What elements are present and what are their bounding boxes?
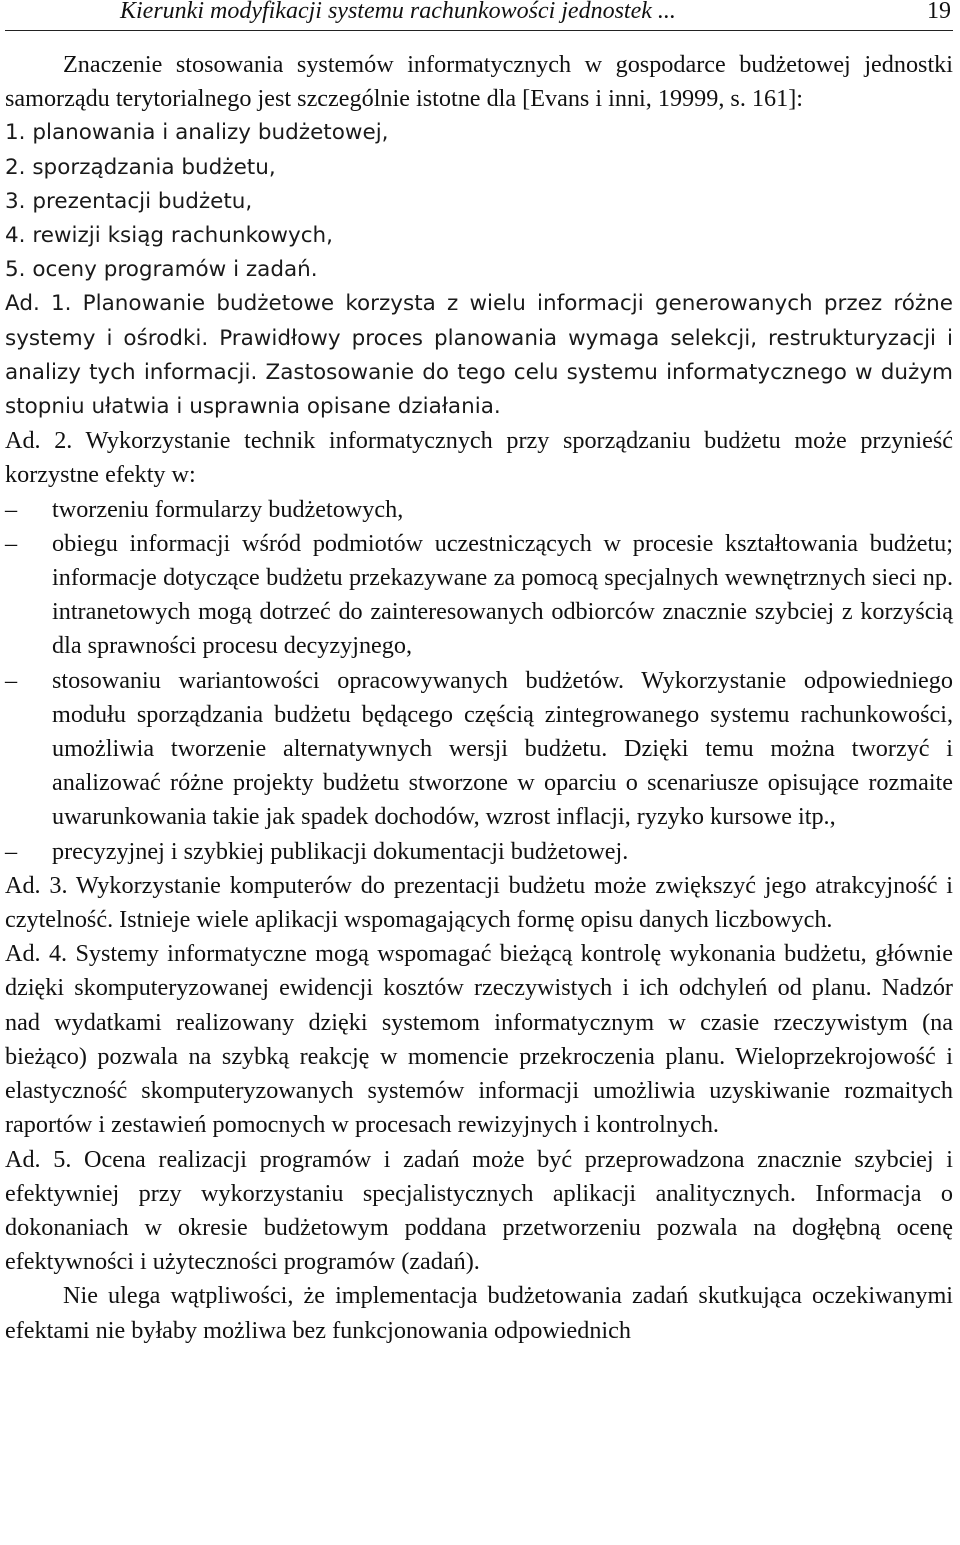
list-item-text: obiegu informacji wśród podmiotów uczestniczących w procesie kształtowania budżetu; informacje dotyczące budżetu przekazywane za pomocą specjalnych wewnętrznych sieci np. intranetowych mogą dotrzeć do zainteresowanych odbiorców znacznie szybciej z korzyścią dla sprawności procesu decyzyjnego,: [52, 529, 953, 660]
ad4-paragraph: Ad. 4. Systemy informatyczne mogą wspomagać bieżącą kontrolę wykonania budżetu, głównie dzięki skomputeryzowanej ewidencji kosztów rzeczywistych i ich odchyleń od planu. Nadzór nad wydatkami realizowany dzięki systemom informatycznym w czasie rzeczywistym (na bieżąco) pozwala na szybką reakcję w momencie przekroczenia planu. Wieloprzekrojowość i elastyczność skomputeryzowanych systemów informacji umożliwia uzyskiwanie rozmaitych raportów i zestawień pomocnych w procesach rewizyjnych i kontrolnych.: [5, 940, 953, 1139]
document-page: [5, 0, 953, 1348]
list-item-text: stosowaniu wariantowości opracowywanych budżetów. Wykorzystanie odpowiedniego modułu sporządzania budżetu będącego częścią zintegrowanego systemu rachunkowości, umożliwia tworzenie alternatywnych wersji budżetu. Dzięki temu można tworzyć i analizować różne projekty budżetu stworzone w oparciu o scenariusze opisujące rozmaite uwarunkowania takie jak spadek dochodów, wzrost inflacji, ryzyko kursowe itp.,: [52, 666, 953, 831]
list-item-text: tworzeniu formularzy budżetowych,: [52, 495, 404, 523]
numbered-list: [5, 116, 953, 287]
list-item: [5, 493, 953, 527]
list-item: 1. planowania i analizy budżetowej,: [5, 120, 389, 146]
dash-bullet: –: [5, 837, 18, 865]
intro-paragraph: Znaczenie stosowania systemów informatycznych w gospodarce budżetowej jednostki samorządu terytorialnego jest szczególnie istotne dla [Evans i inni, 19999, s. 161]:: [5, 51, 953, 113]
dash-bullet: –: [5, 495, 18, 523]
ad3-paragraph: Ad. 3. Wykorzystanie komputerów do prezentacji budżetu może zwiększyć jego atrakcyjność i czytelność. Istnieje wiele aplikacji wspomagających formę opisu danych liczbowych.: [5, 871, 953, 934]
header-title: Kierunki modyfikacji systemu rachunkowości jednostek ...: [120, 0, 676, 24]
list-item: [5, 664, 953, 835]
list-item: [5, 835, 953, 869]
ad2-dash-list: [5, 493, 953, 869]
closing-paragraph: Nie ulega wątpliwości, że implementacja budżetowania zadań skutkująca oczekiwanymi efektami nie byłaby możliwa bez funkcjonowania odpowiednich: [5, 1282, 953, 1344]
dash-bullet: –: [5, 666, 18, 694]
dash-bullet: –: [5, 529, 18, 557]
ad1-paragraph: Ad. 1. Planowanie budżetowe korzysta z wielu informacji generowanych przez różne systemy i ośrodki. Prawidłowy proces planowania wymaga selekcji, restrukturyzacji i analizy tych informacji. Zastosowanie do tego celu systemu informatycznego w dużym stopniu ułatwia i usprawnia opisane działania.: [5, 291, 953, 420]
list-item-text: precyzyjnej i szybkiej publikacji dokumentacji budżetowej.: [52, 837, 629, 865]
ad2-intro-paragraph: Ad. 2. Wykorzystanie technik informatycznych przy sporządzaniu budżetu może przynieść korzystne efekty w:: [5, 427, 953, 489]
list-item: 2. sporządzania budżetu,: [5, 154, 276, 180]
list-item: 5. oceny programów i zadań.: [5, 257, 318, 283]
ad5-paragraph: Ad. 5. Ocena realizacji programów i zadań może być przeprowadzona znacznie szybciej i efektywniej przy wykorzystaniu specjalistycznych aplikacji analitycznych. Informacja o dokonaniach w okresie budżetowym poddana przetworzeniu pozwala na dogłębną ocenę efektywności i użyteczności programów (zadań).: [5, 1145, 953, 1276]
list-item: [5, 527, 953, 664]
page-number: 19: [927, 0, 951, 24]
sans-section: [5, 116, 953, 424]
page-body: [5, 48, 953, 1348]
running-header: [5, 0, 953, 31]
list-item: 4. rewizji ksiąg rachunkowych,: [5, 223, 333, 249]
list-item: 3. prezentacji budżetu,: [5, 188, 253, 214]
